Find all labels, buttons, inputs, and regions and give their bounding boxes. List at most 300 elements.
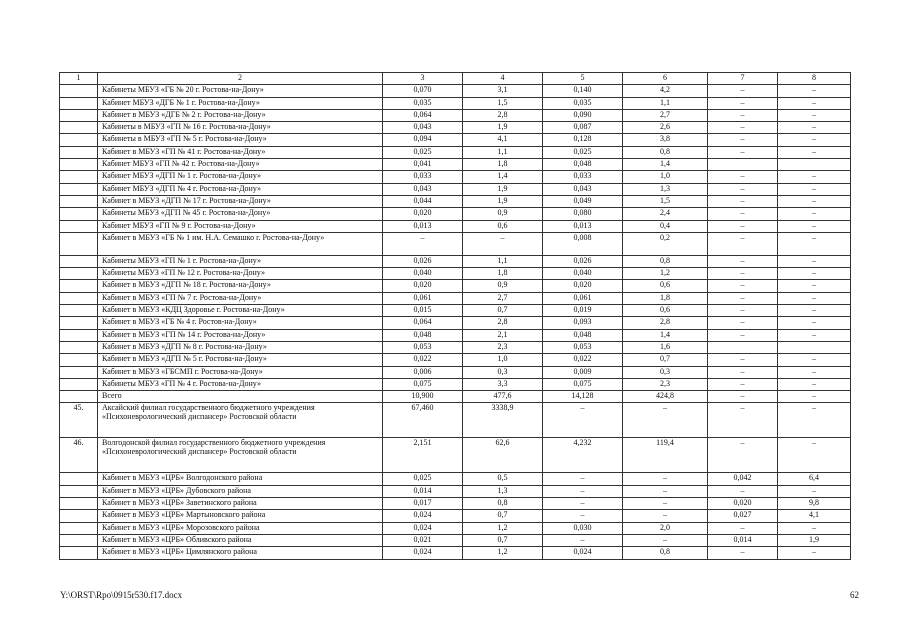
row-number-cell (60, 85, 98, 97)
table-row (60, 534, 851, 546)
value-cell-8: – (778, 403, 851, 438)
value-cell-6: 0,8 (623, 547, 708, 559)
value-cell-6: – (623, 485, 708, 497)
row-number-cell (60, 534, 98, 546)
value-cell-3: 0,013 (383, 220, 463, 232)
value-cell-4: 2,8 (463, 317, 543, 329)
table-row (60, 292, 851, 304)
value-cell-4: 0,7 (463, 510, 543, 522)
row-number-cell (60, 122, 98, 134)
table-row (60, 146, 851, 158)
value-cell-3: 0,064 (383, 109, 463, 121)
row-number-cell (60, 232, 98, 255)
row-number-cell (60, 510, 98, 522)
value-cell-5: 0,093 (543, 317, 623, 329)
value-cell-4: 0,6 (463, 220, 543, 232)
table-row (60, 195, 851, 207)
value-cell-8: – (778, 134, 851, 146)
value-cell-7: – (708, 438, 778, 473)
facility-name-cell: Кабинет в МБУЗ «ГП № 41 г. Ростова-на-Дону» (98, 146, 383, 158)
value-cell-4: 1,0 (463, 354, 543, 366)
facility-name-cell: Кабинет в МБУЗ «ЦРБ» Дубовского района (98, 485, 383, 497)
value-cell-4: 2,3 (463, 341, 543, 353)
header-cell-7: 7 (708, 73, 778, 85)
value-cell-4: 2,1 (463, 329, 543, 341)
table-row (60, 378, 851, 390)
value-cell-6: 2,6 (623, 122, 708, 134)
table-row (60, 109, 851, 121)
facility-name-cell: Кабинеты в МБУЗ «ГП № 16 г. Ростова-на-Дону» (98, 122, 383, 134)
value-cell-5: 0,008 (543, 232, 623, 255)
value-cell-6: 0,6 (623, 280, 708, 292)
row-number-cell (60, 109, 98, 121)
table-row (60, 547, 851, 559)
value-cell-4: 1,8 (463, 159, 543, 171)
value-cell-6: 1,0 (623, 171, 708, 183)
row-number-cell (60, 522, 98, 534)
value-cell-6: – (623, 498, 708, 510)
value-cell-3: 0,094 (383, 134, 463, 146)
table-row (60, 354, 851, 366)
value-cell-5: 0,080 (543, 208, 623, 220)
value-cell-3: 0,061 (383, 292, 463, 304)
value-cell-8: – (778, 317, 851, 329)
header-cell-8: 8 (778, 73, 851, 85)
row-number-cell (60, 280, 98, 292)
value-cell-3: 0,015 (383, 305, 463, 317)
value-cell-7: – (708, 97, 778, 109)
value-cell-3: 0,025 (383, 146, 463, 158)
value-cell-8: – (778, 146, 851, 158)
value-cell-4: 0,3 (463, 366, 543, 378)
value-cell-5: 0,090 (543, 109, 623, 121)
value-cell-5: 0,019 (543, 305, 623, 317)
value-cell-8: – (778, 378, 851, 390)
value-cell-6: – (623, 403, 708, 438)
value-cell-6: – (623, 510, 708, 522)
value-cell-5: 0,048 (543, 329, 623, 341)
value-cell-4: 0,7 (463, 534, 543, 546)
value-cell-7: – (708, 268, 778, 280)
row-number-cell (60, 473, 98, 485)
value-cell-4: 3,1 (463, 85, 543, 97)
value-cell-6: 424,8 (623, 391, 708, 403)
value-cell-5: 0,035 (543, 97, 623, 109)
table-row (60, 85, 851, 97)
value-cell-7: – (708, 403, 778, 438)
facility-name-cell: Кабинет в МБУЗ «ДГП № 8 г. Ростова-на-Дону» (98, 341, 383, 353)
table-row (60, 522, 851, 534)
value-cell-5: 0,049 (543, 195, 623, 207)
footer-page-number: 62 (850, 590, 859, 600)
value-cell-4: 4,1 (463, 134, 543, 146)
value-cell-5: – (543, 403, 623, 438)
value-cell-3: 0,044 (383, 195, 463, 207)
value-cell-5: 4,232 (543, 438, 623, 473)
row-number-cell: 46. (60, 438, 98, 473)
row-number-cell (60, 329, 98, 341)
facility-name-cell: Кабинеты МБУЗ «ГП № 4 г. Ростова-на-Дону» (98, 378, 383, 390)
value-cell-6: 1,8 (623, 292, 708, 304)
value-cell-8: – (778, 329, 851, 341)
table-row (60, 220, 851, 232)
value-cell-3: 0,033 (383, 171, 463, 183)
row-number-cell (60, 366, 98, 378)
facility-name-cell: Кабинеты МБУЗ «ГБ № 20 г. Ростова-на-Дону» (98, 85, 383, 97)
table-row (60, 438, 851, 473)
row-number-cell (60, 292, 98, 304)
value-cell-7: – (708, 183, 778, 195)
value-cell-4: 0,9 (463, 280, 543, 292)
value-cell-5: 0,020 (543, 280, 623, 292)
value-cell-8: – (778, 85, 851, 97)
value-cell-3: 0,064 (383, 317, 463, 329)
value-cell-8 (778, 341, 851, 353)
value-cell-5: 0,026 (543, 255, 623, 267)
row-number-cell (60, 317, 98, 329)
value-cell-4: 1,1 (463, 255, 543, 267)
facility-name-cell: Кабинеты в МБУЗ «ГП № 5 г. Ростова-на-Дону» (98, 134, 383, 146)
value-cell-7: – (708, 109, 778, 121)
row-number-cell (60, 498, 98, 510)
value-cell-6: 0,4 (623, 220, 708, 232)
value-cell-4: 1,9 (463, 183, 543, 195)
facility-name-cell: Кабинет в МБУЗ «ДГП № 18 г. Ростова-на-Дону» (98, 280, 383, 292)
value-cell-5: 0,075 (543, 378, 623, 390)
row-number-cell (60, 146, 98, 158)
facility-name-cell: Кабинеты МБУЗ «ГП № 12 г. Ростова-на-Дону» (98, 268, 383, 280)
row-number-cell (60, 97, 98, 109)
table-row (60, 268, 851, 280)
facility-name-cell: Кабинет МБУЗ «ГП № 9 г. Ростова-на-Дону» (98, 220, 383, 232)
value-cell-5: – (543, 510, 623, 522)
value-cell-3: 0,053 (383, 341, 463, 353)
value-cell-7: – (708, 378, 778, 390)
facility-name-cell: Кабинет МБУЗ «ГП № 42 г. Ростова-на-Дону» (98, 159, 383, 171)
table-row (60, 391, 851, 403)
value-cell-4: 3338,9 (463, 403, 543, 438)
value-cell-5: 0,025 (543, 146, 623, 158)
value-cell-7: – (708, 255, 778, 267)
value-cell-7: – (708, 85, 778, 97)
facility-name-cell: Кабинет МБУЗ «ДГП № 1 г. Ростова-на-Дону» (98, 171, 383, 183)
value-cell-4: 0,5 (463, 473, 543, 485)
value-cell-3: 67,460 (383, 403, 463, 438)
data-table (59, 72, 851, 560)
value-cell-4: 2,8 (463, 109, 543, 121)
value-cell-7: – (708, 208, 778, 220)
table-row (60, 280, 851, 292)
row-number-cell (60, 171, 98, 183)
facility-name-cell: Кабинет МБУЗ «ДГП № 4 г. Ростова-на-Дону» (98, 183, 383, 195)
value-cell-5: 0,128 (543, 134, 623, 146)
row-number-cell (60, 208, 98, 220)
value-cell-3: 0,020 (383, 280, 463, 292)
value-cell-8: – (778, 522, 851, 534)
value-cell-7 (708, 341, 778, 353)
row-number-cell (60, 183, 98, 195)
value-cell-7: – (708, 305, 778, 317)
value-cell-3: 0,075 (383, 378, 463, 390)
value-cell-7: – (708, 146, 778, 158)
table-body (60, 73, 851, 560)
value-cell-8: – (778, 354, 851, 366)
value-cell-7: – (708, 292, 778, 304)
facility-name-cell: Кабинет МБУЗ «ДГБ № 1 г. Ростова-на-Дону» (98, 97, 383, 109)
value-cell-7: – (708, 522, 778, 534)
value-cell-8: – (778, 109, 851, 121)
value-cell-5: – (543, 534, 623, 546)
facility-name-cell: Кабинет в МБУЗ «ДГП № 5 г. Ростова-на-Дону» (98, 354, 383, 366)
facility-name-cell: Кабинет в МБУЗ «ЦРБ» Мартыновского района (98, 510, 383, 522)
value-cell-3: 0,040 (383, 268, 463, 280)
value-cell-4: 1,3 (463, 485, 543, 497)
value-cell-8: – (778, 220, 851, 232)
value-cell-4: 1,2 (463, 522, 543, 534)
table-row (60, 159, 851, 171)
value-cell-7: – (708, 171, 778, 183)
value-cell-3: 2,151 (383, 438, 463, 473)
table-row (60, 208, 851, 220)
value-cell-4: 1,2 (463, 547, 543, 559)
table-row (60, 232, 851, 255)
table-row (60, 305, 851, 317)
row-number-cell (60, 195, 98, 207)
table-row (60, 134, 851, 146)
row-number-cell (60, 159, 98, 171)
row-number-cell (60, 134, 98, 146)
value-cell-7: – (708, 195, 778, 207)
value-cell-6: 1,5 (623, 195, 708, 207)
value-cell-3: 0,020 (383, 208, 463, 220)
value-cell-5: – (543, 498, 623, 510)
value-cell-7: – (708, 220, 778, 232)
header-cell-6: 6 (623, 73, 708, 85)
facility-name-cell: Кабинет в МБУЗ «ЦРБ» Заветинского района (98, 498, 383, 510)
value-cell-7: – (708, 354, 778, 366)
value-cell-8: – (778, 438, 851, 473)
row-number-cell (60, 255, 98, 267)
value-cell-5: 0,024 (543, 547, 623, 559)
value-cell-4: 2,7 (463, 292, 543, 304)
table-row (60, 403, 851, 438)
table-row (60, 183, 851, 195)
value-cell-7: 0,027 (708, 510, 778, 522)
table-row (60, 122, 851, 134)
row-number-cell (60, 354, 98, 366)
value-cell-8: – (778, 366, 851, 378)
value-cell-4: 3,3 (463, 378, 543, 390)
value-cell-3: 0,043 (383, 122, 463, 134)
value-cell-8: – (778, 183, 851, 195)
value-cell-8: – (778, 391, 851, 403)
value-cell-5: 0,009 (543, 366, 623, 378)
value-cell-4: 1,9 (463, 122, 543, 134)
value-cell-6: 2,0 (623, 522, 708, 534)
facility-name-cell: Кабинет в МБУЗ «ЦРБ» Обливского района (98, 534, 383, 546)
value-cell-7: – (708, 547, 778, 559)
value-cell-6: 1,2 (623, 268, 708, 280)
value-cell-6: 0,3 (623, 366, 708, 378)
value-cell-7: – (708, 280, 778, 292)
value-cell-4: 1,1 (463, 146, 543, 158)
table-row (60, 317, 851, 329)
value-cell-6: 2,8 (623, 317, 708, 329)
facility-name-cell: Кабинет в МБУЗ «ЦРБ» Волгодонского района (98, 473, 383, 485)
row-number-cell (60, 305, 98, 317)
value-cell-6: 0,2 (623, 232, 708, 255)
value-cell-3: 0,014 (383, 485, 463, 497)
table-row (60, 473, 851, 485)
row-number-cell (60, 547, 98, 559)
value-cell-6: – (623, 473, 708, 485)
value-cell-5: 14,128 (543, 391, 623, 403)
value-cell-5: 0,033 (543, 171, 623, 183)
value-cell-3: 0,041 (383, 159, 463, 171)
value-cell-7: – (708, 391, 778, 403)
value-cell-6: 1,4 (623, 329, 708, 341)
table-row (60, 498, 851, 510)
value-cell-6: 1,3 (623, 183, 708, 195)
value-cell-3: 0,024 (383, 510, 463, 522)
value-cell-3: 0,024 (383, 522, 463, 534)
table-row (60, 255, 851, 267)
table-row (60, 329, 851, 341)
value-cell-8 (778, 159, 851, 171)
table-row (60, 366, 851, 378)
facility-name-cell: Кабинет в МБУЗ «ГП № 14 г. Ростова-на-Дону» (98, 329, 383, 341)
value-cell-3: 0,021 (383, 534, 463, 546)
value-cell-7: 0,014 (708, 534, 778, 546)
value-cell-8: 6,4 (778, 473, 851, 485)
value-cell-4: – (463, 232, 543, 255)
value-cell-3: 0,048 (383, 329, 463, 341)
header-cell-2: 2 (98, 73, 383, 85)
value-cell-4: 477,6 (463, 391, 543, 403)
value-cell-6: 0,8 (623, 146, 708, 158)
value-cell-6: 0,8 (623, 255, 708, 267)
table-row (60, 171, 851, 183)
table-row (60, 485, 851, 497)
header-cell-4: 4 (463, 73, 543, 85)
table-row (60, 341, 851, 353)
facility-name-cell: Волгодонской филиал государственного бюджетного учреждения «Психоневрологический диспансер» Ростовской области (98, 438, 383, 473)
value-cell-4: 1,4 (463, 171, 543, 183)
value-cell-3: 0,006 (383, 366, 463, 378)
value-cell-4: 0,9 (463, 208, 543, 220)
value-cell-8: – (778, 292, 851, 304)
table-header-row (60, 73, 851, 85)
value-cell-5: 0,053 (543, 341, 623, 353)
value-cell-7: – (708, 122, 778, 134)
facility-name-cell: Всего (98, 391, 383, 403)
row-number-cell (60, 391, 98, 403)
value-cell-6: 1,1 (623, 97, 708, 109)
value-cell-3: 0,035 (383, 97, 463, 109)
value-cell-8: – (778, 208, 851, 220)
row-number-cell (60, 485, 98, 497)
header-cell-1: 1 (60, 73, 98, 85)
header-cell-5: 5 (543, 73, 623, 85)
value-cell-5: 0,040 (543, 268, 623, 280)
value-cell-8: – (778, 485, 851, 497)
value-cell-7: 0,042 (708, 473, 778, 485)
value-cell-6: 119,4 (623, 438, 708, 473)
value-cell-3: 0,043 (383, 183, 463, 195)
value-cell-8: – (778, 268, 851, 280)
facility-name-cell: Аксайский филиал государственного бюджетного учреждения «Психоневрологический диспансер» Ростовской области (98, 403, 383, 438)
value-cell-7: – (708, 329, 778, 341)
facility-name-cell: Кабинет в МБУЗ «ГБСМП г. Ростова-на-Дону» (98, 366, 383, 378)
value-cell-8: – (778, 195, 851, 207)
value-cell-8: – (778, 122, 851, 134)
value-cell-8: 4,1 (778, 510, 851, 522)
value-cell-5: 0,087 (543, 122, 623, 134)
row-number-cell: 45. (60, 403, 98, 438)
facility-name-cell: Кабинет в МБУЗ «ЦРБ» Морозовского района (98, 522, 383, 534)
value-cell-7: – (708, 134, 778, 146)
value-cell-6: 1,6 (623, 341, 708, 353)
value-cell-4: 62,6 (463, 438, 543, 473)
value-cell-7: – (708, 485, 778, 497)
value-cell-8: – (778, 171, 851, 183)
value-cell-6: 0,6 (623, 305, 708, 317)
facility-name-cell: Кабинет в МБУЗ «ГБ № 1 им. Н.А. Семашко г. Ростова-на-Дону» (98, 232, 383, 255)
value-cell-3: 0,025 (383, 473, 463, 485)
value-cell-8: – (778, 232, 851, 255)
value-cell-5: – (543, 485, 623, 497)
footer-file-path: Y:\ORST\Rpo\0915r530.f17.docx (60, 590, 183, 600)
value-cell-7 (708, 159, 778, 171)
value-cell-8: – (778, 280, 851, 292)
value-cell-7: 0,020 (708, 498, 778, 510)
value-cell-6: 4,2 (623, 85, 708, 97)
value-cell-5: 0,140 (543, 85, 623, 97)
value-cell-5: 0,030 (543, 522, 623, 534)
value-cell-6: – (623, 534, 708, 546)
table-row (60, 97, 851, 109)
value-cell-5: 0,013 (543, 220, 623, 232)
header-cell-3: 3 (383, 73, 463, 85)
value-cell-5: – (543, 473, 623, 485)
value-cell-4: 1,9 (463, 195, 543, 207)
row-number-cell (60, 378, 98, 390)
value-cell-5: 0,048 (543, 159, 623, 171)
value-cell-8: – (778, 305, 851, 317)
value-cell-3: 0,026 (383, 255, 463, 267)
value-cell-5: 0,061 (543, 292, 623, 304)
value-cell-4: 1,8 (463, 268, 543, 280)
value-cell-3: 0,070 (383, 85, 463, 97)
value-cell-6: 2,3 (623, 378, 708, 390)
value-cell-6: 0,7 (623, 354, 708, 366)
value-cell-5: 0,022 (543, 354, 623, 366)
value-cell-8: – (778, 547, 851, 559)
value-cell-6: 2,7 (623, 109, 708, 121)
value-cell-3: – (383, 232, 463, 255)
facility-name-cell: Кабинеты МБУЗ «ГП № 1 г. Ростова-на-Дону» (98, 255, 383, 267)
row-number-cell (60, 220, 98, 232)
value-cell-6: 1,4 (623, 159, 708, 171)
value-cell-4: 0,8 (463, 498, 543, 510)
row-number-cell (60, 341, 98, 353)
row-number-cell (60, 268, 98, 280)
value-cell-6: 2,4 (623, 208, 708, 220)
value-cell-8: – (778, 255, 851, 267)
facility-name-cell: Кабинеты МБУЗ «ДГП № 45 г. Ростова-на-Дону» (98, 208, 383, 220)
facility-name-cell: Кабинет в МБУЗ «ГП № 7 г. Ростова-на-Дону» (98, 292, 383, 304)
facility-name-cell: Кабинет в МБУЗ «ГБ № 4 г. Ростов-на-Дону» (98, 317, 383, 329)
